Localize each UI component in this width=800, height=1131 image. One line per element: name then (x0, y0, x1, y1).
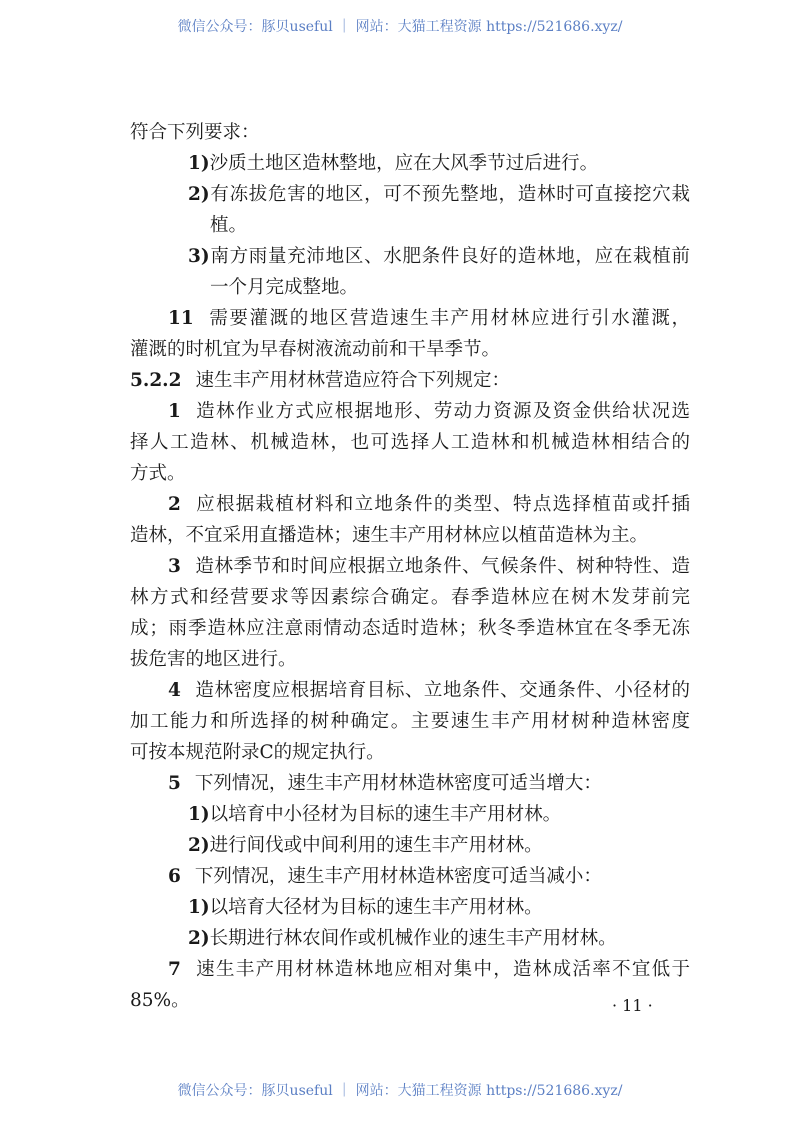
clause-text: 造林密度应根据培育目标、立地条件、交通条件、小径材的 (194, 680, 690, 701)
text-line: 方式。 (130, 463, 186, 484)
item-text: 以培育大径材为目标的速生丰产用材林。 (209, 897, 543, 918)
item-number: 2) (188, 928, 210, 949)
clause-number: 4 (168, 680, 181, 701)
list-item (130, 799, 690, 830)
text-line: 灌溉的时机宜为早春树液流动前和干旱季节。 (130, 339, 501, 360)
clause-text: 应根据栽植材料和立地条件的类型、特点选择植苗或扦插 (194, 494, 690, 515)
clause-number: 1 (168, 401, 181, 422)
text-line: 拔危害的地区进行。 (130, 649, 297, 670)
list-item (130, 179, 690, 210)
list-item (130, 241, 690, 272)
item-number: 3) (188, 246, 210, 267)
clause-text: 下列情况，速生丰产用材林造林密度可适当减小： (194, 866, 602, 887)
section-number: 5.2.2 (130, 370, 182, 391)
item-number: 2) (188, 835, 210, 856)
clause-number: 5 (168, 773, 181, 794)
item-text: 沙质土地区造林整地，应在大风季节过后进行。 (209, 153, 599, 174)
item-text: 进行间伐或中间利用的速生丰产用材林。 (209, 835, 543, 856)
document-body (130, 117, 690, 1016)
text-line: 植。 (210, 215, 248, 236)
item-number: 1) (188, 153, 210, 174)
text-line: 可按本规范附录C的规定执行。 (130, 742, 385, 763)
clause-text: 需要灌溉的地区营造速生丰产用材林应进行引水灌溉， (207, 308, 690, 329)
clause (130, 675, 690, 706)
item-text: 南方雨量充沛地区、水肥条件良好的造林地，应在栽植前 (209, 246, 690, 267)
section-heading (130, 365, 690, 396)
clause (130, 768, 690, 799)
page-number: · 11 · (612, 996, 653, 1015)
clause (130, 861, 690, 892)
clause (130, 396, 690, 427)
text-line: 符合下列要求： (130, 122, 260, 143)
clause (130, 954, 690, 985)
section-text: 速生丰产用材林营造应符合下列规定： (195, 370, 511, 391)
watermark-footer: 微信公众号：豚贝useful ｜ 网站：大猫工程资源 https://521686.xyz/ (177, 1083, 623, 1099)
item-text: 以培育中小径材为目标的速生丰产用材林。 (209, 804, 562, 825)
text-line: 造林，不宜采用直播造林；速生丰产用材林应以植苗造林为主。 (130, 525, 649, 546)
clause-text: 速生丰产用材林造林地应相对集中，造林成活率不宜低于 (194, 959, 690, 980)
item-text: 有冻拔危害的地区，可不预先整地，造林时可直接挖穴栽 (209, 184, 690, 205)
clause-text: 造林作业方式应根据地形、劳动力资源及资金供给状况选 (194, 401, 690, 422)
item-number: 1) (188, 897, 210, 918)
clause (130, 303, 690, 334)
watermark-header: 微信公众号：豚贝useful ｜ 网站：大猫工程资源 https://521686.xyz/ (177, 19, 623, 35)
item-text: 长期进行林农间作或机械作业的速生丰产用材林。 (209, 928, 617, 949)
list-item (130, 923, 690, 954)
clause-number: 3 (168, 556, 181, 577)
text-line: 一个月完成整地。 (210, 277, 359, 298)
list-item (130, 148, 690, 179)
clause (130, 489, 690, 520)
clause-text: 造林季节和时间应根据立地条件、气候条件、树种特性、造 (194, 556, 690, 577)
text-line: 成；雨季造林应注意雨情动态适时造林；秋冬季造林宜在冬季无冻 (130, 618, 690, 639)
clause-text: 下列情况，速生丰产用材林造林密度可适当增大： (194, 773, 602, 794)
item-number: 2) (188, 184, 210, 205)
clause-number: 2 (168, 494, 181, 515)
text-line: 择人工造林、机械造林，也可选择人工造林和机械造林相结合的 (130, 432, 690, 453)
text-line: 林方式和经营要求等因素综合确定。春季造林应在树木发芽前完 (130, 587, 690, 608)
item-number: 1) (188, 804, 210, 825)
clause-number: 6 (168, 866, 181, 887)
clause-number: 11 (168, 308, 194, 329)
list-item (130, 830, 690, 861)
list-item (130, 892, 690, 923)
clause (130, 551, 690, 582)
text-line: 85%。 (130, 990, 190, 1011)
clause-number: 7 (168, 959, 181, 980)
text-line: 加工能力和所选择的树种确定。主要速生丰产用材树种造林密度 (130, 711, 690, 732)
